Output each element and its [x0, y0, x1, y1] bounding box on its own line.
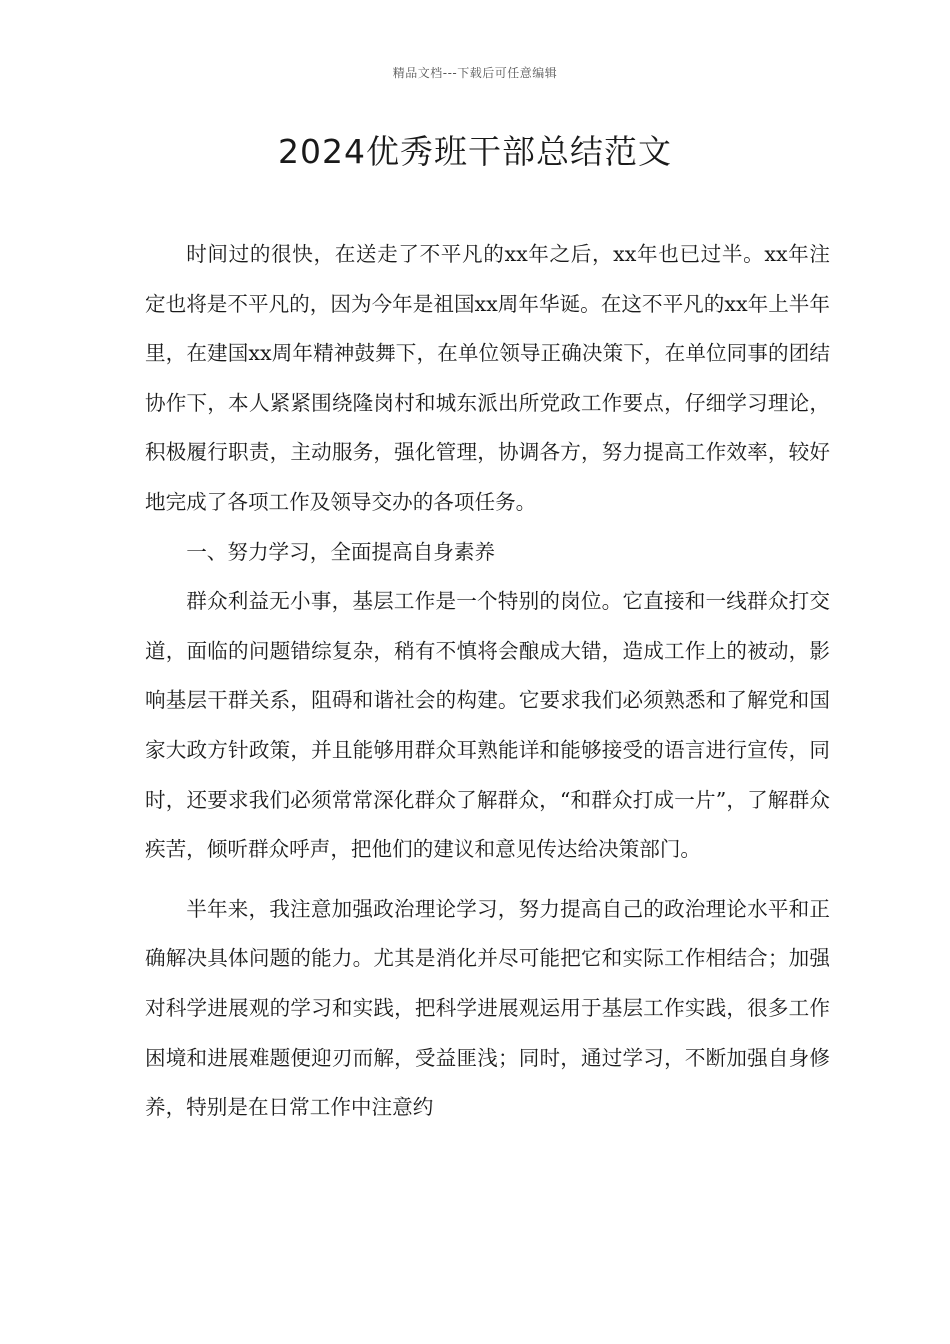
document-title: 2024优秀班干部总结范文 — [278, 132, 672, 171]
document-body — [145, 230, 830, 1133]
paragraph-section-1: 群众利益无小事，基层工作是一个特别的岗位。它直接和一线群众打交道，面临的问题错综复杂，稍有不慎将会酿成大错，造成工作上的被动，影响基层干群关系，阻碍和谐社会的构建。它要求我们必须熟悉和了解党和国家大政方针政策，并且能够用群众耳熟能详和能够接受的语言进行宣传，同时，还要求我们必须常常深化群众了解群众，“和群众打成一片”，了解群众疾苦，倾听群众呼声，把他们的建议和意见传达给决策部门。 — [145, 589, 830, 862]
section-heading-1: 一、努力学习，全面提高自身素养 — [186, 539, 496, 564]
header-note: 精品文档---下载后可任意编辑 — [392, 66, 558, 80]
paragraph-study: 半年来，我注意加强政治理论学习，努力提高自己的政治理论水平和正确解决具体问题的能力。尤其是消化并尽可能把它和实际工作相结合；加强对科学进展观的学习和实践，把科学进展观运用于基层工作实践，很多工作困境和进展难题便迎刃而解，受益匪浅；同时，通过学习，不断加强自身修养，特别是在日常工作中注意约 — [145, 896, 830, 1120]
paragraph-intro: 时间过的很快，在送走了不平凡的xx年之后，xx年也已过半。xx年注定也将是不平凡的，因为今年是祖国xx周年华诞。在这不平凡的xx年上半年里，在建国xx周年精神鼓舞下，在单位领导正确决策下，在单位同事的团结协作下，本人紧紧围绕隆岗村和城东派出所党政工作要点，仔细学习理论，积极履行职责，主动服务，强化管理，协调各方，努力提高工作效率，较好地完成了各项工作及领导交办的各项任务。 — [145, 242, 830, 514]
